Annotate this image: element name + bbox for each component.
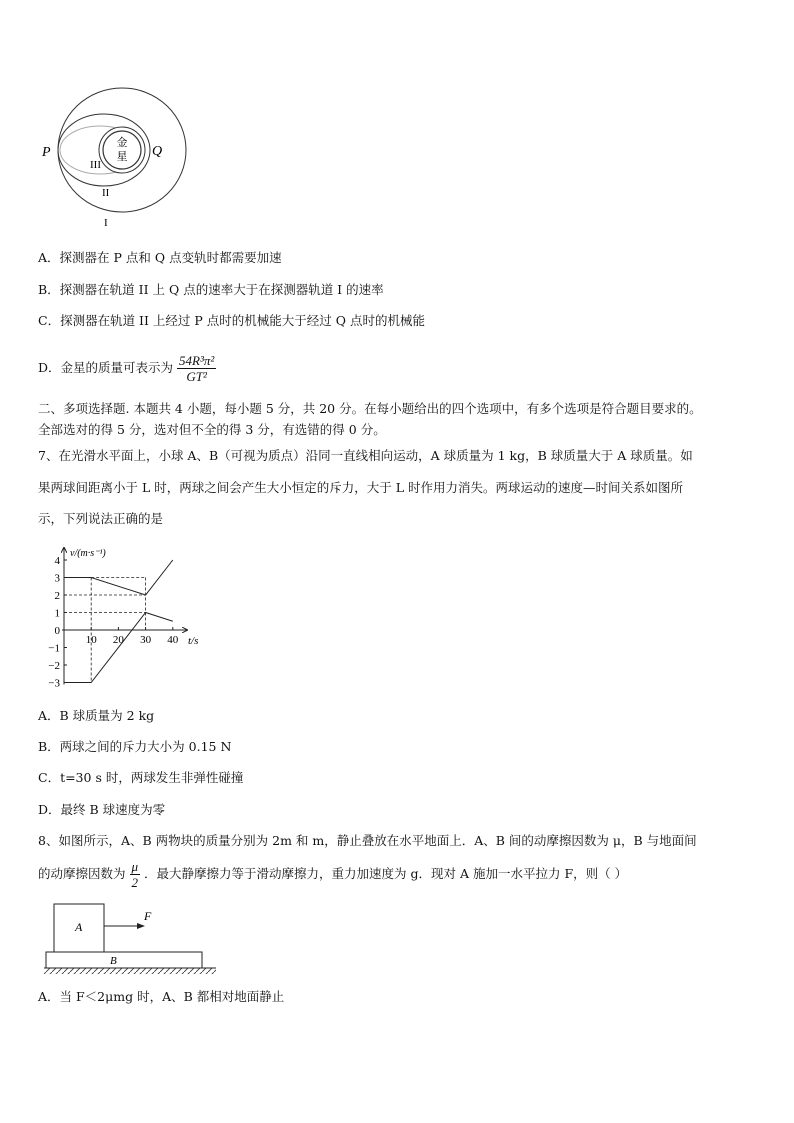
q8-option-a: A．当 F＜2μmg 时，A、B 都相对地面静止 <box>38 989 285 1004</box>
q7-stem-line1: 7、在光滑水平面上，小球 A、B（可视为质点）沿同一直线相向运动，A 球质量为 1 kg，B 球质量大于 A 球质量。如 <box>38 448 693 463</box>
q6-option-b: B．探测器在轨道 II 上 Q 点的速率大于在探测器轨道 I 的速率 <box>38 282 384 297</box>
fraction-denominator: 2 <box>131 875 139 890</box>
fraction-denominator: GT² <box>186 369 207 384</box>
y-tick-label: 3 <box>54 572 60 585</box>
orbit-figure <box>30 80 220 230</box>
q7-stem-line3: 示，下列说法正确的是 <box>38 511 164 526</box>
q8-stem-line2 <box>38 858 627 890</box>
venus-mass-fraction <box>177 353 216 384</box>
planet-label-bottom: 星 <box>116 150 128 163</box>
section2-line1: 二、多项选择题. 本题共 4 小题，每小题 5 分，共 20 分。在每小题给出的四个选项中，有多个选项是符合题目要求的。 <box>38 401 702 416</box>
x-tick-label: 40 <box>167 634 179 646</box>
blocks-figure <box>40 900 220 978</box>
chart-ticks <box>48 555 179 690</box>
q6-option-d-text: D．金星的质量可表示为 <box>38 360 174 375</box>
orbit-iii-label: III <box>90 159 101 171</box>
q7-stem-line2: 果两球间距离小于 L 时，两球之间会产生大小恒定的斥力，大于 L 时作用力消失。两球运动的速度—时间关系如图所 <box>38 480 683 495</box>
point-q-label: Q <box>152 144 163 159</box>
point-p-label: P <box>42 145 51 160</box>
friction-fraction <box>130 859 141 890</box>
q6-option-c: C．探测器在轨道 II 上经过 P 点时的机械能大于经过 Q 点时的机械能 <box>38 313 425 328</box>
y-axis-label: v/(m·s⁻¹) <box>70 548 106 559</box>
q8-stem-line2-prefix: 的动摩擦因数为 <box>38 866 126 881</box>
x-tick-label: 10 <box>85 634 97 646</box>
q8-stem-line1: 8、如图所示，A、B 两物块的质量分别为 2m 和 m，静止叠放在水平地面上．A、B 间的动摩擦因数为 μ，B 与地面间 <box>38 833 697 848</box>
block-a-label: A <box>75 920 83 934</box>
chart-axes <box>62 548 187 685</box>
orbit-i-label: I <box>104 217 108 229</box>
y-tick-label: 4 <box>54 555 60 567</box>
force-f-label: F <box>144 909 152 923</box>
q6-option-a: A．探测器在 P 点和 Q 点变轨时都需要加速 <box>38 250 282 265</box>
q8-stem-line2-suffix: ．最大静摩擦力等于滑动摩擦力，重力加速度为 g．现对 A 施加一水平拉力 F，则（ ） <box>144 866 628 881</box>
q7-option-d: D．最终 B 球速度为零 <box>38 802 166 817</box>
y-tick-label: 1 <box>54 607 60 620</box>
y-tick-label: 0 <box>54 625 60 637</box>
velocity-time-chart <box>28 540 228 695</box>
x-axis-label: t/s <box>188 635 199 647</box>
orbit-ii-label: II <box>102 187 110 199</box>
planet-label-top: 金 <box>116 136 128 149</box>
fraction-numerator: μ <box>131 859 139 874</box>
y-tick-label: 2 <box>54 590 60 602</box>
y-tick-label: −1 <box>48 642 60 655</box>
y-tick-label: −3 <box>48 677 60 690</box>
q7-option-c: C．t=30 s 时，两球发生非弹性碰撞 <box>38 770 244 785</box>
ground-hatch <box>44 968 216 974</box>
q7-option-b: B．两球之间的斥力大小为 0.15 N <box>38 739 232 754</box>
section2-line2: 全部选对的得 5 分，选对但不全的得 3 分，有选错的得 0 分。 <box>38 422 386 437</box>
block-b-label: B <box>110 955 117 967</box>
q7-option-a: A．B 球质量为 2 kg <box>38 708 155 723</box>
fraction-numerator: 54R³π² <box>179 353 215 368</box>
chart-series <box>64 560 173 683</box>
y-tick-label: −2 <box>48 660 60 672</box>
block-b <box>46 952 202 968</box>
x-tick-label: 30 <box>140 634 152 646</box>
x-tick-label: 20 <box>112 634 124 646</box>
q6-option-d <box>38 352 216 384</box>
series-line-2 <box>64 613 173 683</box>
